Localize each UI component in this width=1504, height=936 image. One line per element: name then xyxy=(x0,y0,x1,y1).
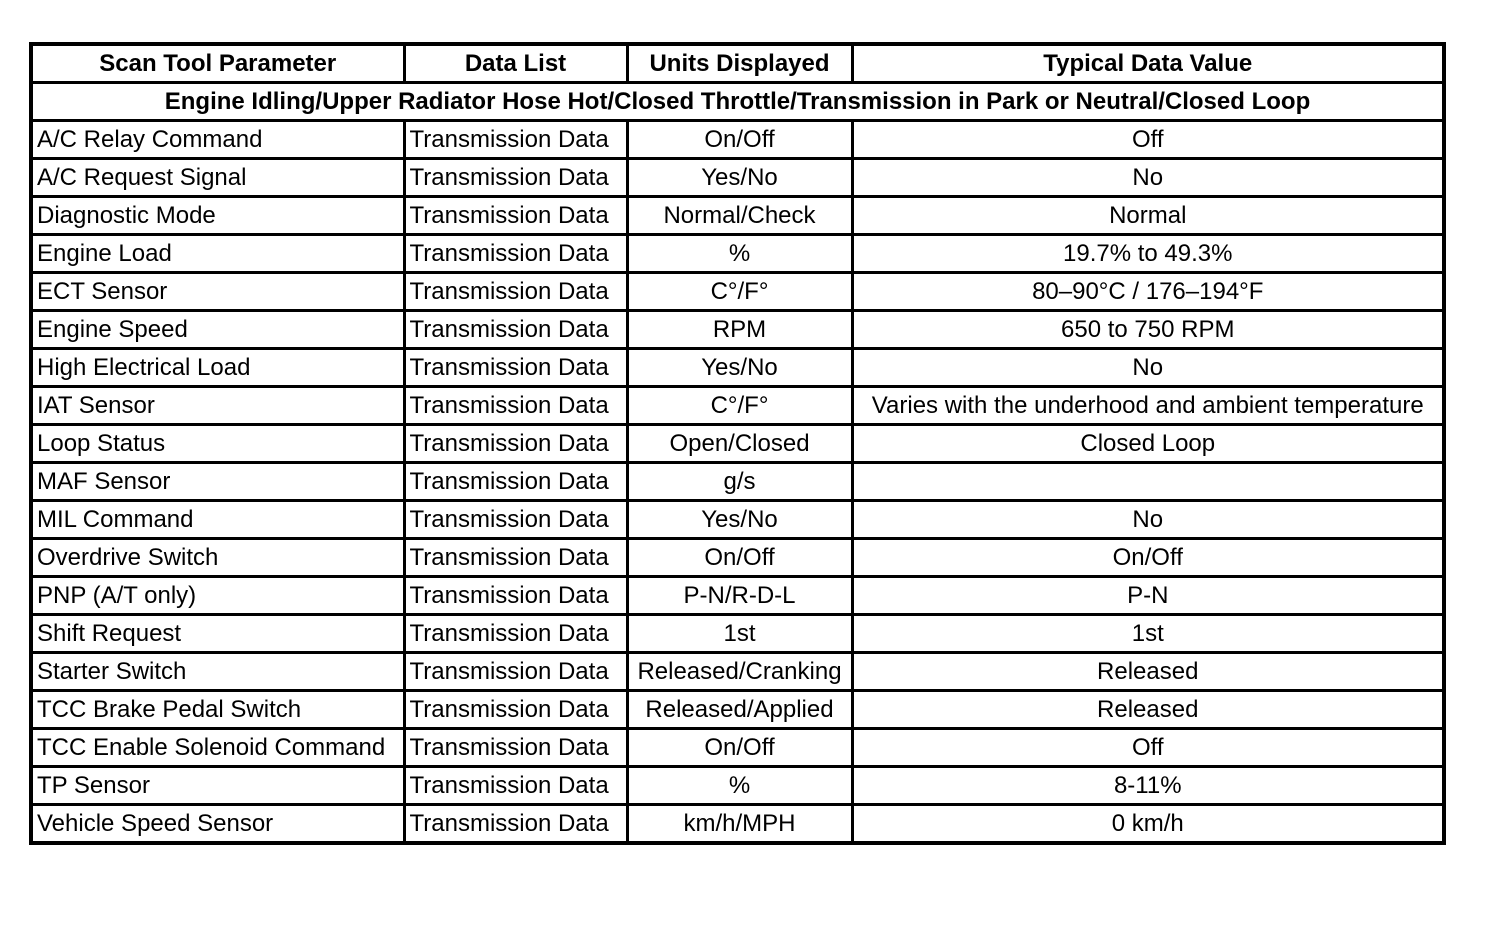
data-list-cell: Transmission Data xyxy=(404,311,627,349)
table-row xyxy=(31,805,1444,844)
parameter-cell: Starter Switch xyxy=(31,653,404,691)
parameter-cell: TCC Brake Pedal Switch xyxy=(31,691,404,729)
parameter-cell: Loop Status xyxy=(31,425,404,463)
data-list-cell: Transmission Data xyxy=(404,121,627,159)
parameter-cell: Overdrive Switch xyxy=(31,539,404,577)
units-cell: Released/Cranking xyxy=(627,653,852,691)
header-row xyxy=(31,44,1444,83)
parameter-cell: Diagnostic Mode xyxy=(31,197,404,235)
parameter-cell: ECT Sensor xyxy=(31,273,404,311)
table-row xyxy=(31,349,1444,387)
units-cell: On/Off xyxy=(627,729,852,767)
parameter-cell: High Electrical Load xyxy=(31,349,404,387)
table-row xyxy=(31,729,1444,767)
typical-value-cell: Closed Loop xyxy=(852,425,1444,463)
data-list-cell: Transmission Data xyxy=(404,729,627,767)
units-cell: 1st xyxy=(627,615,852,653)
typical-value-cell: On/Off xyxy=(852,539,1444,577)
table-row xyxy=(31,121,1444,159)
typical-value-cell: 8-11% xyxy=(852,767,1444,805)
header-units: Units Displayed xyxy=(627,44,852,83)
units-cell: C°/F° xyxy=(627,273,852,311)
data-list-cell: Transmission Data xyxy=(404,691,627,729)
typical-value-cell: No xyxy=(852,501,1444,539)
typical-value-cell: 0 km/h xyxy=(852,805,1444,844)
units-cell: Open/Closed xyxy=(627,425,852,463)
parameter-cell: TP Sensor xyxy=(31,767,404,805)
condition-row xyxy=(31,83,1444,121)
header-typical-value: Typical Data Value xyxy=(852,44,1444,83)
data-list-cell: Transmission Data xyxy=(404,425,627,463)
units-cell: P-N/R-D-L xyxy=(627,577,852,615)
data-list-cell: Transmission Data xyxy=(404,615,627,653)
typical-value-cell: No xyxy=(852,159,1444,197)
typical-value-cell: Released xyxy=(852,691,1444,729)
parameter-cell: TCC Enable Solenoid Command xyxy=(31,729,404,767)
data-list-cell: Transmission Data xyxy=(404,349,627,387)
table-row xyxy=(31,501,1444,539)
typical-value-cell: Released xyxy=(852,653,1444,691)
typical-value-cell xyxy=(852,463,1444,501)
typical-value-cell: 80–90°C / 176–194°F xyxy=(852,273,1444,311)
units-cell: RPM xyxy=(627,311,852,349)
parameter-cell: A/C Relay Command xyxy=(31,121,404,159)
table-row xyxy=(31,197,1444,235)
typical-value-cell: Off xyxy=(852,121,1444,159)
parameter-cell: Engine Load xyxy=(31,235,404,273)
typical-value-cell: No xyxy=(852,349,1444,387)
table-row xyxy=(31,273,1444,311)
typical-value-cell: P-N xyxy=(852,577,1444,615)
data-list-cell: Transmission Data xyxy=(404,501,627,539)
parameter-cell: IAT Sensor xyxy=(31,387,404,425)
parameter-cell: Shift Request xyxy=(31,615,404,653)
units-cell: g/s xyxy=(627,463,852,501)
data-list-cell: Transmission Data xyxy=(404,767,627,805)
typical-value-cell: Normal xyxy=(852,197,1444,235)
units-cell: Yes/No xyxy=(627,349,852,387)
data-list-cell: Transmission Data xyxy=(404,653,627,691)
data-list-cell: Transmission Data xyxy=(404,539,627,577)
data-list-cell: Transmission Data xyxy=(404,577,627,615)
table-row xyxy=(31,463,1444,501)
parameter-cell: Engine Speed xyxy=(31,311,404,349)
typical-value-cell: 1st xyxy=(852,615,1444,653)
parameter-cell: MIL Command xyxy=(31,501,404,539)
table-row xyxy=(31,691,1444,729)
header-data-list: Data List xyxy=(404,44,627,83)
units-cell: Yes/No xyxy=(627,501,852,539)
units-cell: % xyxy=(627,235,852,273)
parameter-cell: A/C Request Signal xyxy=(31,159,404,197)
units-cell: Normal/Check xyxy=(627,197,852,235)
table-row xyxy=(31,615,1444,653)
table-row xyxy=(31,539,1444,577)
table-row xyxy=(31,653,1444,691)
units-cell: Yes/No xyxy=(627,159,852,197)
operating-condition: Engine Idling/Upper Radiator Hose Hot/Closed Throttle/Transmission in Park or Neutral/Closed Loop xyxy=(31,83,1444,121)
parameter-cell: Vehicle Speed Sensor xyxy=(31,805,404,844)
scan-tool-data-table xyxy=(29,42,1446,845)
units-cell: C°/F° xyxy=(627,387,852,425)
data-list-cell: Transmission Data xyxy=(404,463,627,501)
units-cell: % xyxy=(627,767,852,805)
table-row xyxy=(31,311,1444,349)
typical-value-cell: Varies with the underhood and ambient temperature xyxy=(852,387,1444,425)
data-list-cell: Transmission Data xyxy=(404,273,627,311)
units-cell: On/Off xyxy=(627,539,852,577)
table-row xyxy=(31,767,1444,805)
table-row xyxy=(31,577,1444,615)
data-list-cell: Transmission Data xyxy=(404,387,627,425)
table-row xyxy=(31,387,1444,425)
typical-value-cell: 19.7% to 49.3% xyxy=(852,235,1444,273)
table-row xyxy=(31,235,1444,273)
data-list-cell: Transmission Data xyxy=(404,197,627,235)
data-list-cell: Transmission Data xyxy=(404,235,627,273)
table-row xyxy=(31,425,1444,463)
parameter-cell: PNP (A/T only) xyxy=(31,577,404,615)
header-parameter: Scan Tool Parameter xyxy=(31,44,404,83)
units-cell: Released/Applied xyxy=(627,691,852,729)
table-body xyxy=(31,121,1444,844)
typical-value-cell: 650 to 750 RPM xyxy=(852,311,1444,349)
typical-value-cell: Off xyxy=(852,729,1444,767)
parameter-cell: MAF Sensor xyxy=(31,463,404,501)
table-row xyxy=(31,159,1444,197)
data-list-cell: Transmission Data xyxy=(404,159,627,197)
units-cell: On/Off xyxy=(627,121,852,159)
units-cell: km/h/MPH xyxy=(627,805,852,844)
data-list-cell: Transmission Data xyxy=(404,805,627,844)
